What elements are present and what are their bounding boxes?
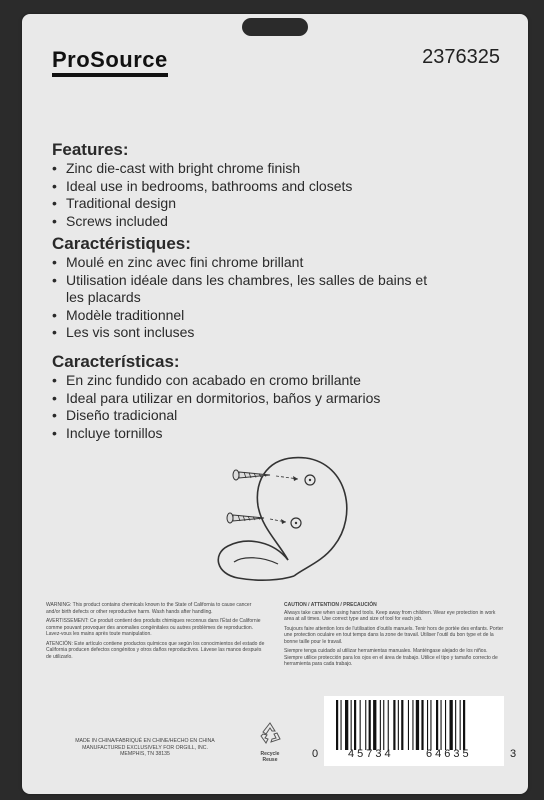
feature-item: • Screws included [52,213,512,231]
hook-diagram [198,450,368,600]
feature-item: • Moulé en zinc avec fini chrome brillant [52,254,512,272]
barcode-bar [427,700,428,750]
barcode-digit-right: 3 [510,748,517,760]
warning-text-left [46,602,266,663]
features-french [52,234,512,342]
features-heading: Features: [52,140,129,159]
feature-item: • Les vis sont incluses [52,324,512,342]
warning-english: WARNING: This product contains chemicals known to the State of California to cause cancer and/or birth defects or other reproductive harm. Wash hands after handling. [46,602,252,615]
feature-item: • Zinc die-cast with bright chrome finish [52,160,512,178]
feature-item: • Diseño tradicional [52,407,512,425]
feature-item: • Utilisation idéale dans les chambres, les salles de bains et les placards [52,272,446,307]
barcode-bar [388,700,389,750]
feature-item: • Ideal use in bedrooms, bathrooms and closets [52,178,512,196]
hang-hole [242,18,308,36]
origin-text [50,738,240,758]
barcode-bar [354,700,356,750]
reuse-label: Reuse [262,757,278,763]
barcode-bar [401,700,403,750]
barcode-bar [412,700,413,750]
features-heading: Caractéristiques: [52,234,191,253]
warning-spanish: ATENCIÓN: Este artículo contiene productos químicos que según los conocimientos del estado de California producen defectos congénitos y otros daños reproductivos. Lávese las manos después de utilizarlo. [46,640,265,660]
barcode-bar [345,700,348,750]
barcode-bar [441,700,442,750]
barcode-bar [380,700,381,750]
caution-text-right [284,602,504,671]
package-card [22,14,528,794]
barcode-bar [360,700,361,750]
barcode-bar [430,700,431,750]
barcode-bar [436,700,438,750]
barcode-bar [416,700,419,750]
feature-item: • En zinc fundido con acabado en cromo brillante [52,372,512,390]
barcode-digits-group2: 64635 [426,748,472,760]
barcode-bar [450,700,453,750]
barcode-bar [463,700,465,750]
barcode-bar [455,700,456,750]
barcode-bars [336,700,494,750]
caution-heading: CAUTION / ATTENTION / PRECAUCIÓN [284,602,377,608]
features-heading: Características: [52,352,180,371]
caution-spanish: Siempre tenga cuidado al utilizar herramientas manuales. Manténgase alejado de los niños. Siempre utilice protección para los ojos en el área de trabajo. Utilice el tipo y tamaño correcto de herramienta para cada trabajo. [284,648,498,667]
caution-english: Always take care when using hand tools. Keep away from children. Wear eye protection in work area at all times. Use correct type and size of tool for each job. [284,609,496,622]
recycle-logo [254,720,286,768]
barcode-digit-left: 0 [312,748,319,760]
feature-item: • Ideal para utilizar en dormitorios, baños y armarios [52,390,512,408]
brand-logo: ProSource [52,48,168,77]
barcode-bar [336,700,338,750]
features-spanish [52,352,512,442]
recycle-label: Recycle [260,751,280,757]
feature-item: • Modèle traditionnel [52,307,512,325]
barcode-bar [341,700,342,750]
origin-line: MANUFACTURED EXCLUSIVELY FOR ORGILL, INC. [82,744,208,751]
origin-line: MADE IN CHINA/FABRIQUÉ EN CHINE/HECHO EN CHINA [75,738,215,744]
barcode-bar [421,700,423,750]
warning-french: AVERTISSEMENT: Ce produit contient des produits chimiques reconnus dans l'État de Californie comme pouvant provoquer des anomalies congénitales ou autres problèmes de reproduction. Lavez-vous les mains après toute manipulation. [46,618,261,637]
barcode-bar [398,700,399,750]
barcode-bar [351,700,352,750]
barcode-bar [393,700,395,750]
feature-item: • Traditional design [52,195,512,213]
feature-item: • Incluye tornillos [52,425,512,443]
sku-number: 2376325 [422,46,500,68]
barcode-bar [383,700,384,750]
caution-french: Toujours faire attention lors de l'utilisation d'outils manuels. Tenir hors de portée des enfants. Porter une protection oculaire en tout temps dans la zone de travail. Utiliser l'outil du bon type et de la bonne taille pour le travail. [284,625,504,645]
barcode-digits-group1: 45734 [348,748,394,760]
barcode-bar [365,700,366,750]
barcode-bar [460,700,461,750]
recycle-icon [257,720,283,746]
barcode-bar [445,700,446,750]
barcode-bar [408,700,409,750]
barcode-bar [369,700,371,750]
features-english [52,140,512,230]
origin-line: MEMPHIS, TN 38135 [120,751,170,757]
barcode-bar [373,700,376,750]
